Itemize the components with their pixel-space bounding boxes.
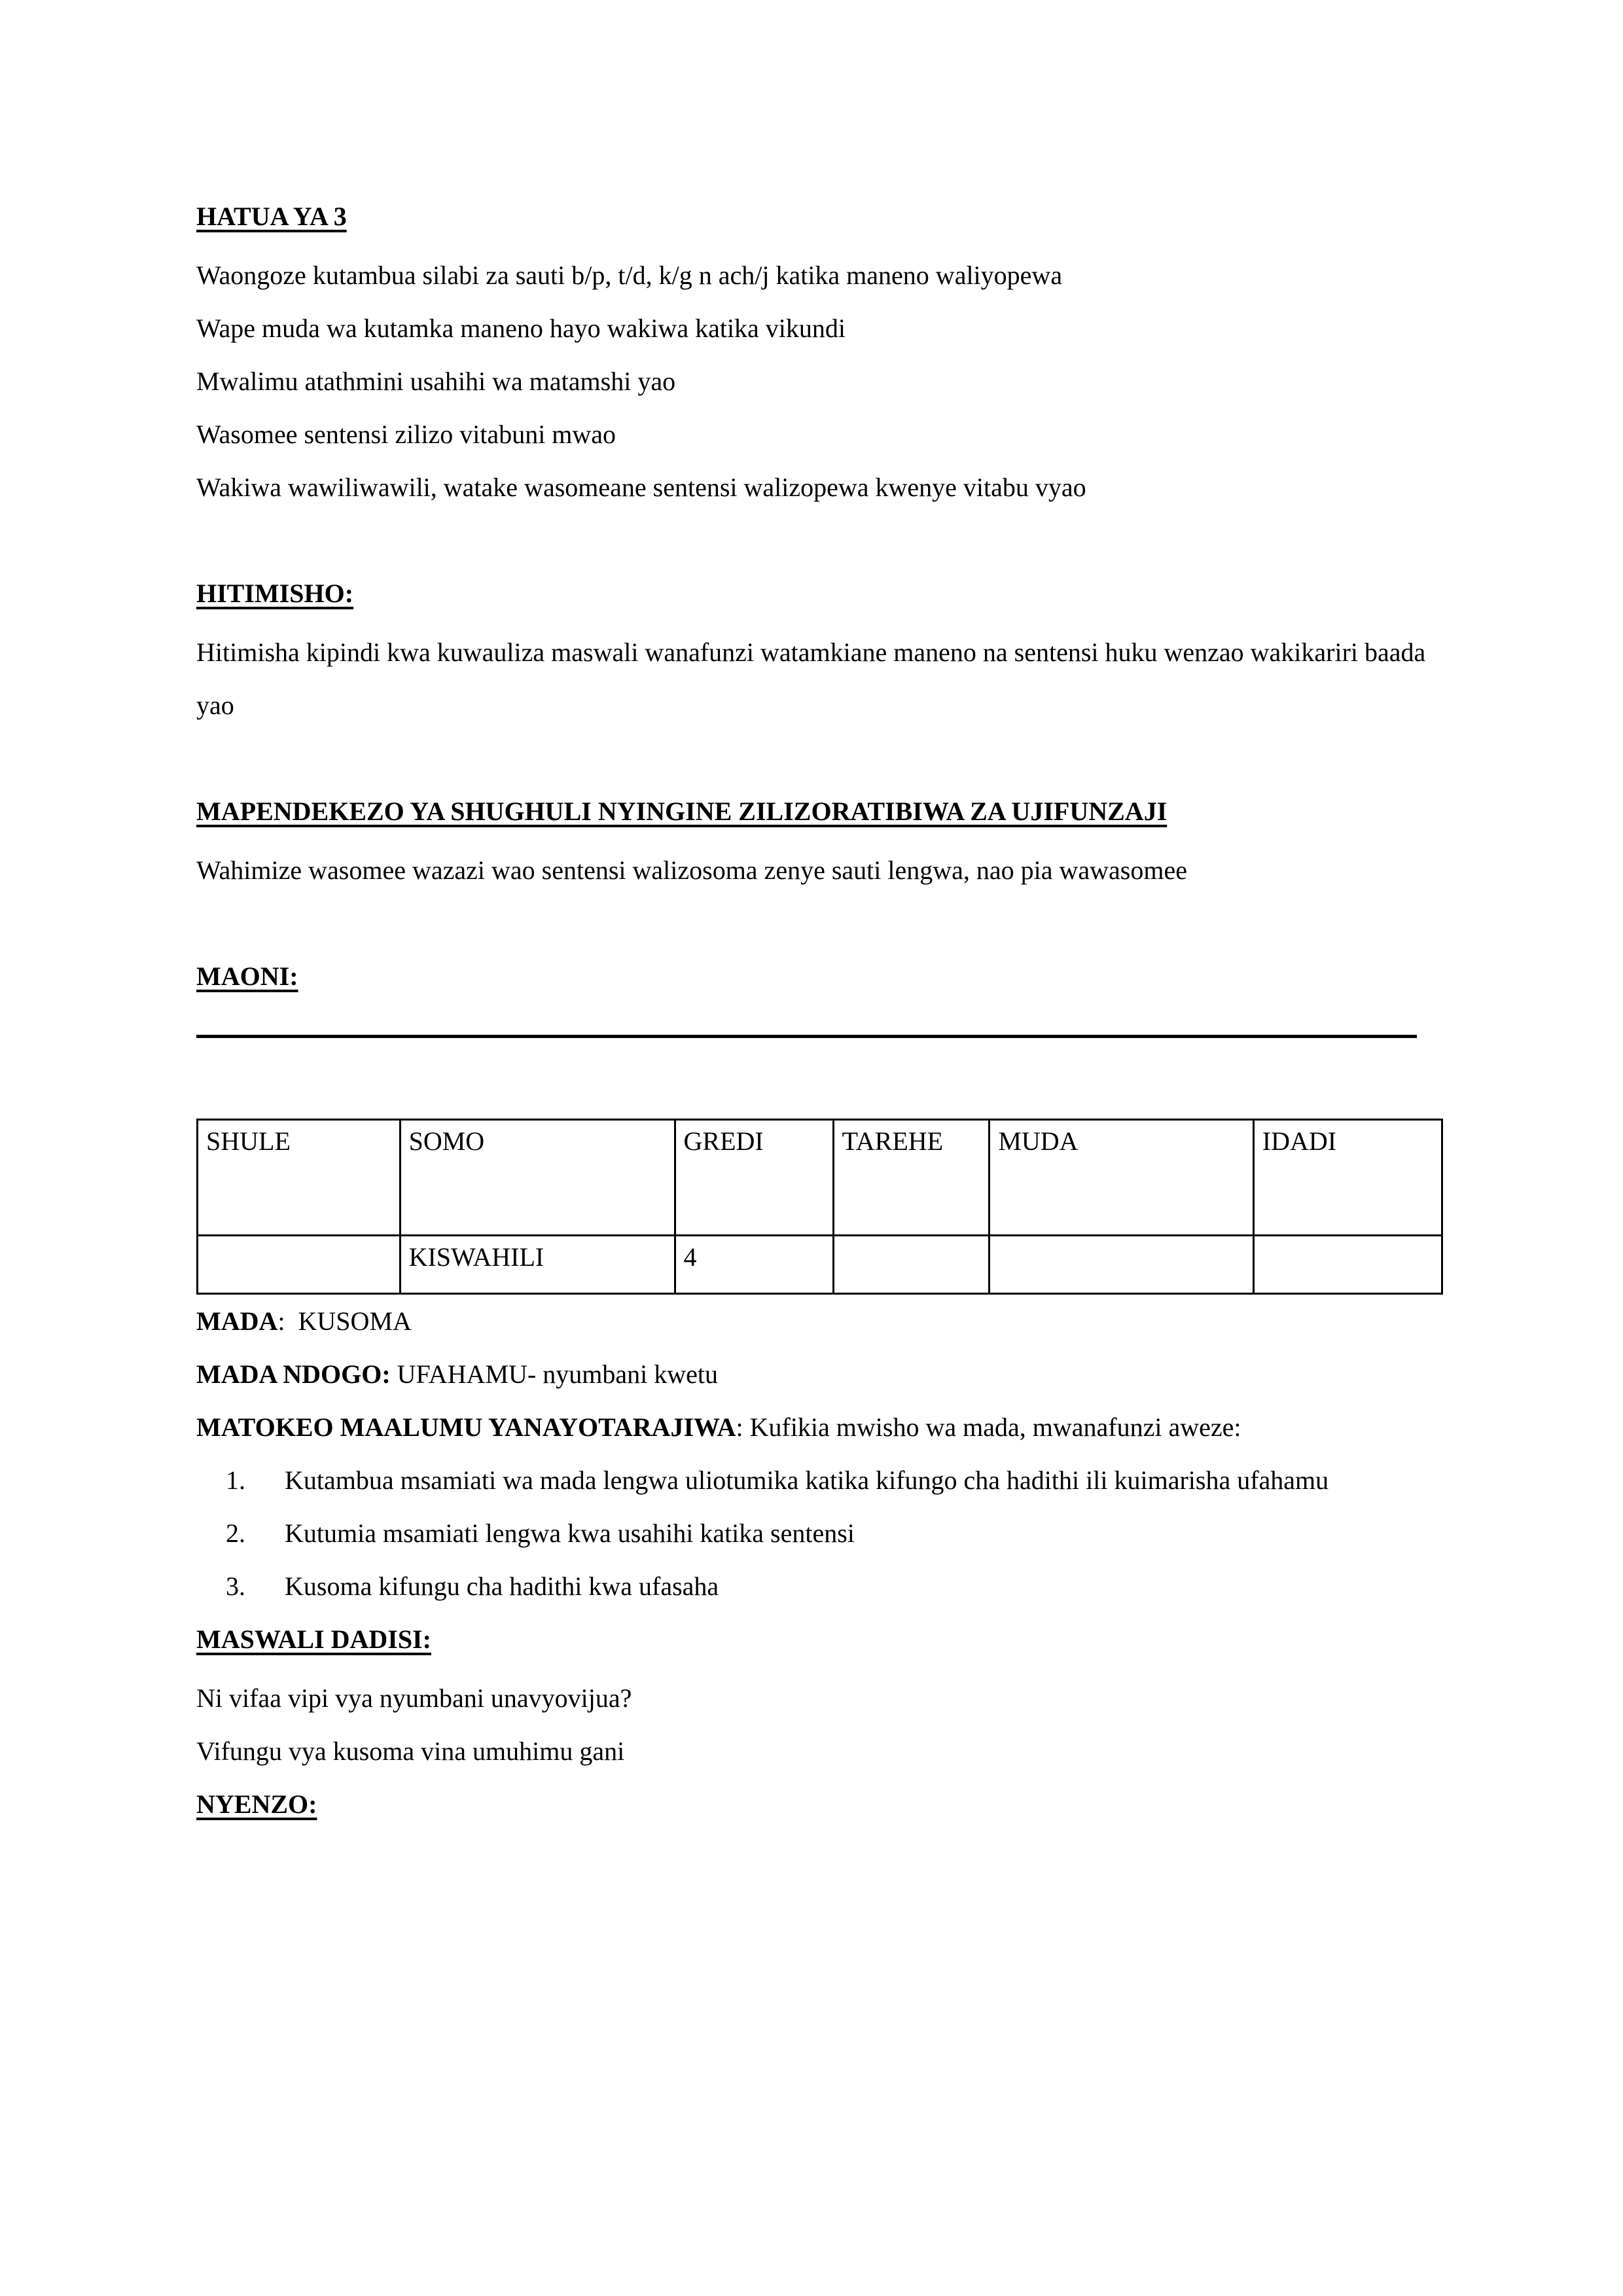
hatua-line: Mwalimu atathmini usahihi wa matamshi yao <box>196 367 676 396</box>
table-header-somo: SOMO <box>400 1120 675 1236</box>
objective-item: Kusoma kifungu cha hadithi kwa ufasaha <box>285 1571 719 1601</box>
maswali-item: Ni vifaa vipi vya nyumbani unavyovijua? <box>196 1683 632 1713</box>
table-header-tarehe: TAREHE <box>833 1120 990 1236</box>
table-row <box>198 1236 1442 1294</box>
matokeo-value: : Kufikia mwisho wa mada, mwanafunzi aweze: <box>736 1412 1241 1442</box>
table-header-row <box>198 1120 1442 1236</box>
maswali-dadisi-heading: MASWALI DADISI: <box>196 1624 431 1654</box>
objective-item: Kutambua msamiati wa mada lengwa uliotumika katika kifungo cha hadithi ili kuimarisha ufahamu <box>285 1465 1329 1495</box>
matokeo-label: MATOKEO MAALUMU YANAYOTARAJIWA <box>196 1412 736 1442</box>
hatua-heading: HATUA YA 3 <box>196 202 347 231</box>
mada-ndogo-value: UFAHAMU- nyumbani kwetu <box>390 1359 718 1389</box>
mada-ndogo-label: MADA NDOGO: <box>196 1359 391 1389</box>
lesson-info-table <box>196 1119 1443 1295</box>
hatua-line: Waongoze kutambua silabi za sauti b/p, t/d, k/g n ach/j katika maneno waliyopewa <box>196 260 1063 290</box>
matokeo-row <box>196 1401 1427 1454</box>
document-content <box>196 190 1433 1837</box>
mada-row <box>196 1295 1427 1348</box>
table-cell-shule[interactable] <box>198 1236 401 1294</box>
table-header-muda: MUDA <box>990 1120 1253 1236</box>
table-header-shule: SHULE <box>198 1120 401 1236</box>
maoni-spacer <box>196 1009 1427 1035</box>
section-spacer <box>196 732 1427 785</box>
maswali-item: Vifungu vya kusoma vina umuhimu gani <box>196 1736 625 1766</box>
objective-item: Kutumia msamiati lengwa kwa usahihi katika sentensi <box>285 1518 855 1548</box>
mapendekezo-heading: MAPENDEKEZO YA SHUGHULI NYINGINE ZILIZORATIBIWA ZA UJIFUNZAJI <box>196 797 1168 826</box>
hitimisho-paragraph: Hitimisha kipindi kwa kuwauliza maswali wanafunzi watamkiane maneno na sentensi huku wenzao wakikariri baada yao <box>196 637 1433 720</box>
mada-label: MADA <box>196 1306 278 1336</box>
nyenzo-heading: NYENZO: <box>196 1789 317 1819</box>
table-header-idadi: IDADI <box>1253 1120 1442 1236</box>
maoni-heading-row <box>196 950 1427 1009</box>
table-cell-idadi[interactable] <box>1253 1236 1442 1294</box>
mada-value: : KUSOMA <box>277 1306 412 1336</box>
mapendekezo-paragraph: Wahimize wasomee wazazi wao sentensi walizosoma zenye sauti lengwa, nao pia wawasomee <box>196 855 1187 885</box>
table-cell-gredi[interactable]: 4 <box>675 1236 833 1294</box>
hatua-heading-row <box>196 190 1427 249</box>
table-header-gredi: GREDI <box>675 1120 833 1236</box>
hatua-line: Wape muda wa kutamka maneno hayo wakiwa katika vikundi <box>196 314 846 343</box>
section-spacer <box>196 897 1427 950</box>
nyenzo-heading-row <box>196 1778 1427 1837</box>
objectives-list <box>196 1454 1427 1613</box>
section-spacer <box>196 514 1427 567</box>
maswali-heading-row <box>196 1613 1427 1672</box>
hatua-line: Wakiwa wawiliwawili, watake wasomeane sentensi walizopewa kwenye vitabu vyao <box>196 473 1086 502</box>
table-cell-somo[interactable]: KISWAHILI <box>400 1236 675 1294</box>
maoni-heading: MAONI: <box>196 961 298 991</box>
hitimisho-heading-row <box>196 567 1427 626</box>
hatua-line: Wasomee sentensi zilizo vitabuni mwao <box>196 420 616 449</box>
hitimisho-heading: HITIMISHO: <box>196 579 354 608</box>
table-cell-tarehe[interactable] <box>833 1236 990 1294</box>
mapendekezo-heading-row <box>196 785 1427 844</box>
table-spacer <box>196 1038 1427 1119</box>
table-cell-muda[interactable] <box>990 1236 1253 1294</box>
mada-ndogo-row <box>196 1348 1427 1401</box>
